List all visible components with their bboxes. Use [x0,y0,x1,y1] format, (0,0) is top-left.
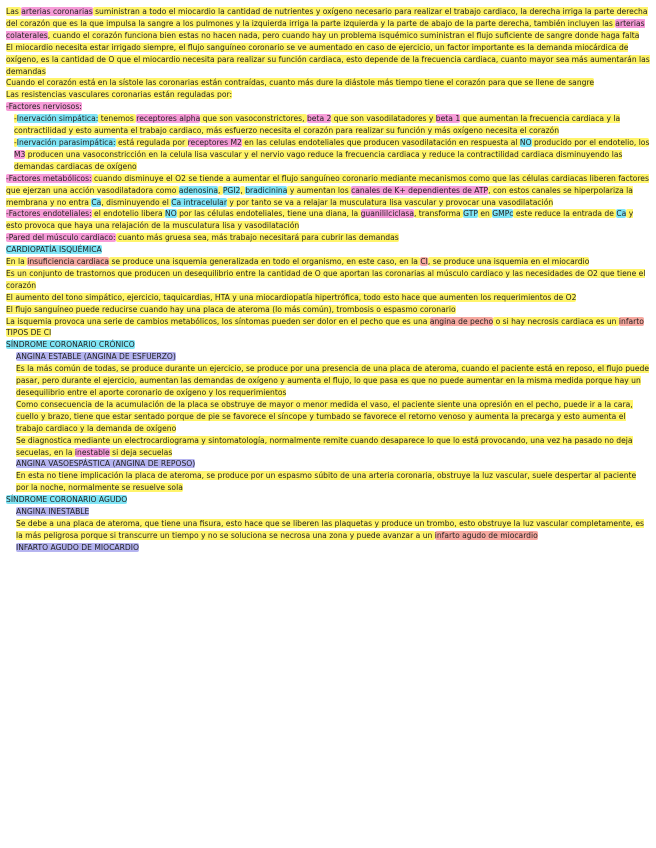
paragraph [6,173,650,209]
text-segment: El aumento del tono simpático, ejercicio, taquicardias, HTA y una miocardiopatía hipertrófica, todo esto hace que aumenten los requerimientos de O2 [6,292,577,302]
text-segment: que son vasodilatadores y [331,114,436,124]
paragraph [6,494,650,506]
paragraph [6,339,650,351]
document-body [6,6,650,554]
paragraph [6,268,650,292]
highlighted-term: inestable [74,447,110,457]
paragraph [6,292,650,304]
text-segment: que son vasoconstrictores, [200,114,307,124]
text-segment: , se produce una isquemia en el miocardio [427,257,590,267]
highlighted-term: M3 [14,149,26,159]
highlighted-term: Ca [616,209,627,219]
highlighted-term: ANGINA ESTABLE (ANGINA DE ESFUERZO) [16,352,176,362]
highlighted-term: adenosina [178,185,218,195]
text-segment: Se diagnostica mediante un electrocardiograma y sintomatología, normalmente remite cuando desaparece lo que lo está provocando, una vez ha pasado no deja secuelas, en la [16,435,633,457]
text-segment: y por tanto se va a relajar la musculatura lisa vascular y provocar una vasodilatación [226,197,554,207]
paragraph [6,518,650,542]
text-segment: que aumentan la frecuencia cardiaca y la contractilidad y esto aumenta el trabajo cardiaco, más esfuerzo necesita el corazón para realizar su función y más oxígeno necesita el corazón [14,114,621,136]
highlighted-term: arterias colaterales [6,18,645,40]
paragraph [6,506,650,518]
text-segment: Cuando el corazón está en la sístole las coronarias están contraídas, cuanto más dure la diástole más tiempo tiene el corazón para que se llene de sangre [6,78,595,88]
highlighted-term: canales de K+ dependientes de ATP [351,185,489,195]
paragraph [6,435,650,459]
paragraph [6,208,650,232]
text-segment: Como consecuencia de la acumulación de la placa se obstruye de mayor o menor medida el vaso, el paciente siente una opresión en el pecho, puede ir a la cara, cuello y brazo, tiene que estar sentado porque de pie se favorece el síncope y tumbado se favorece el retorno venoso y aumenta la precarga y esto aumenta el trabajo cardiaco y la demanda de oxígeno [16,399,633,433]
highlighted-term: CI [420,257,428,267]
text-segment: está regulada por [115,137,188,147]
text-segment: , [218,185,223,195]
highlighted-term: NO [519,137,532,147]
paragraph [6,232,650,244]
text-segment: y aumentan los [287,185,352,195]
text-segment: La isquemia provoca una serie de cambios metabólicos, los síntomas pueden ser dolor en el pecho que es una [6,316,430,326]
text-segment: Es la más común de todas, se produce durante un ejercicio, se produce por una presencia de una placa de ateroma, cuando el paciente está en reposo, el flujo puede pasar, pero durante el ejercicio, aumentan las demandas de oxígeno y aumenta el flujo, lo que pasa es que no puede aumentar en la misma medida porque hay un desequilibrio entre el aporte coronario de oxígeno y los requerimientos [16,364,650,397]
text-segment: cuanto más gruesa sea, más trabajo necesitará para cubrir las demandas [115,233,399,243]
text-segment: - [14,137,17,147]
text-segment: suministran a todo el miocardio la cantidad de nutrientes y oxígeno necesario para realizar el trabajo cardiaco, la derecha irriga la parte derecha del corazón que es la que impulsa la sangre a los pulmones y la izquierda irriga la parte izquierda y la parte de abajo de la parte derecha, también incluyen las [6,7,648,28]
text-segment: producen una vasoconstricción en la celula lisa vascular y el nervio vago reduce la frecuencia cardiaca y reduce la contractilidad cardiaca disminuyendo las demandas cardiacas de oxígeno [14,149,623,171]
paragraph [6,137,650,173]
text-segment: este reduce la entrada de [513,209,617,219]
paragraph [6,304,650,316]
text-segment: o si hay necrosis cardiaca es un [493,316,619,326]
highlighted-term: arterias coronarias [21,7,93,16]
paragraph [6,113,650,137]
highlighted-term: beta 2 [306,114,332,124]
highlighted-term: SÍNDROME CORONARIO CRÓNICO [6,340,135,350]
text-segment: , transforma [413,209,464,219]
text-segment: Las resistencias vasculares coronarias están reguladas por: [6,90,233,100]
highlighted-term: insuficiencia cardiaca [27,257,110,267]
text-segment: por las células endoteliales, tiene una diana, la [176,209,361,219]
highlighted-term: infarto [618,316,644,326]
text-segment: se produce una isquemia generalizada en todo el organismo, en este caso, en la [109,257,421,267]
paragraph [6,42,650,78]
paragraph [6,399,650,435]
text-segment: en las celulas endoteliales que producen vasodilatación en respuesta al [241,137,520,147]
highlighted-term: -Factores nerviosos: [6,102,82,112]
text-segment: El miocardio necesita estar irrigado siempre, el flujo sanguíneo coronario se ve aumentado en caso de ejercicio, un factor importante es la demanda miocárdica de oxígeno, es la cantidad de O que el miocardio necesita para realizar su función cardiaca, esto depende de la frecuencia cardiaca, cuanto mayor sea más aumentarán las demandas [6,42,650,76]
text-segment: producido por el endotelio, los [531,137,650,147]
highlighted-term: ANGINA INESTABLE [16,507,90,517]
paragraph [6,256,650,268]
text-segment: el endotelio libera [91,209,166,219]
highlighted-term: angina de pecho [429,316,494,326]
text-segment: si deja secuelas [109,447,173,457]
highlighted-term: beta 1 [435,114,461,124]
paragraph [6,542,650,554]
paragraph [6,351,650,363]
text-segment: TIPOS DE CI [6,328,52,338]
highlighted-term: Inervación parasimpática: [16,137,116,147]
text-segment: en [477,209,493,219]
highlighted-term: guanililciclasa [360,209,414,219]
paragraph [6,470,650,494]
text-segment: , disminuyendo el [101,197,172,207]
highlighted-term: bradicinina [245,185,288,195]
text-segment: Es un conjunto de trastornos que producen un desequilibrio entre la cantidad de O que aportan las coronarias al músculo cardiaco y las necesidades de O2 que tiene el corazón [6,268,646,290]
highlighted-term: SÍNDROME CORONARIO AGUDO [6,495,128,505]
paragraph [6,89,650,101]
highlighted-term: -Factores metabólicos: [6,173,92,183]
text-segment: El flujo sanguíneo puede reducirse cuando hay una placa de ateroma (lo más común), trombosis o espasmo coronario [6,304,456,314]
highlighted-term: NO [165,209,177,219]
highlighted-term: GMPc [492,209,514,219]
paragraph [6,101,650,113]
paragraph [6,6,650,42]
paragraph [6,458,650,470]
highlighted-term: PGI2 [222,185,241,195]
paragraph [6,327,650,339]
text-segment: - [14,114,17,124]
highlighted-term: CARDIOPATÍA ISQUÉMICA [6,245,102,255]
highlighted-term: INFARTO AGUDO DE MIOCARDIO [16,542,139,552]
highlighted-term: -Factores endoteliales: [6,209,92,219]
paragraph [6,363,650,399]
highlighted-term: infarto agudo de miocardio [434,530,538,540]
text-segment: , [240,185,246,195]
highlighted-term: GTP [463,209,478,219]
highlighted-term: Ca [91,197,102,207]
text-segment: y esto provoca que haya una relajación de la musculatura lisa y vasodilatación [6,209,634,231]
text-segment: tenemos [98,114,137,124]
text-segment: , con estos canales se hiperpolariza la membrana y no entra [6,185,633,207]
text-segment: cuando disminuye el O2 se tiende a aumentar el flujo sanguíneo coronario mediante mecanismos como que las células cardiacas liberen factores que ejerzan una acción vasodilatadora como [6,173,649,195]
paragraph [6,316,650,328]
text-segment: En esta no tiene implicación la placa de ateroma, se produce por un espasmo súbito de una arteria coronaria, obstruye la luz vascular, suele despertar al paciente por la noche, normalmente se resuelve sola [16,471,637,493]
paragraph [6,244,650,256]
text-segment: , cuando el corazón funciona bien estas no hacen nada, pero cuando hay un problema isquémico suministran el flujo suficiente de sangre donde haga falta [47,30,640,40]
text-segment: Las [6,7,22,16]
highlighted-term: receptores M2 [187,137,242,147]
highlighted-term: Ca intracelular [171,197,227,207]
paragraph [6,77,650,89]
highlighted-term: receptores alpha [136,114,201,124]
highlighted-term: -Pared del músculo cardiaco: [6,233,116,243]
text-segment: Se debe a una placa de ateroma, que tiene una fisura, esto hace que se liberen las plaquetas y produce un trombo, esto obstruye la luz vascular completamente, es la más peligrosa porque si transcurre un tiempo y no se soluciona se necrosa una zona y puede avanzar a un [16,518,644,540]
text-segment: En la [6,257,28,267]
highlighted-term: ANGINA VASOESPÁSTICA (ANGINA DE REPOSO) [16,459,196,469]
highlighted-term: Inervación simpática: [16,114,99,124]
